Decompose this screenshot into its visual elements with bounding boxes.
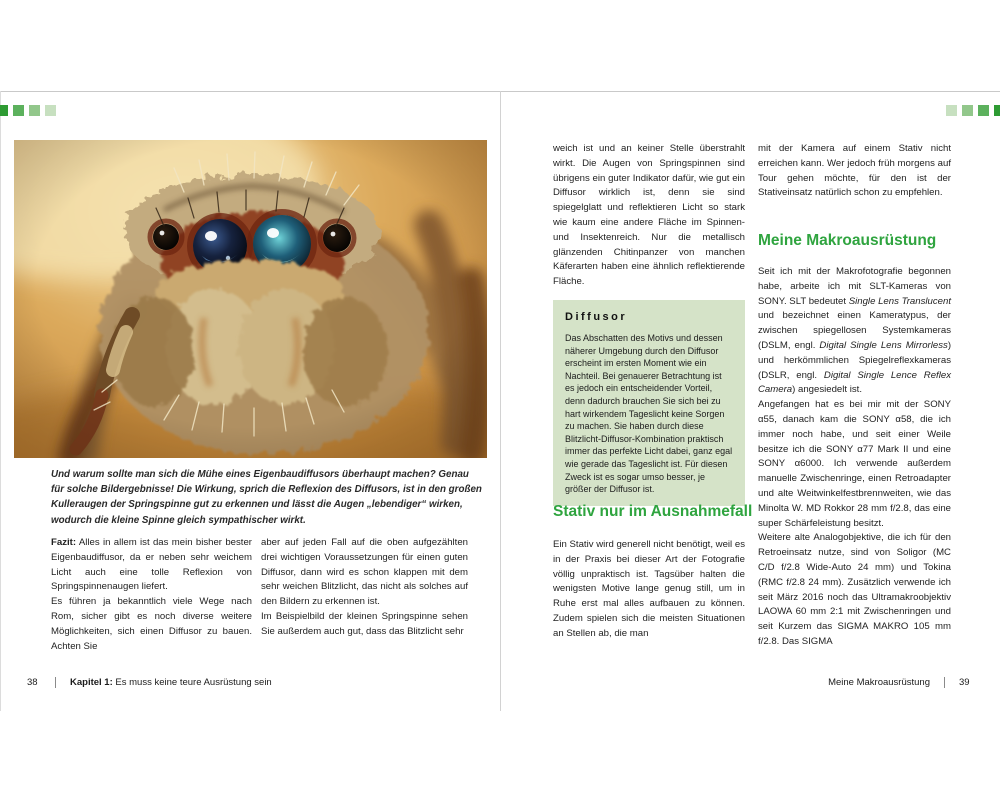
corner-square	[946, 105, 957, 116]
diffusor-info-box	[553, 300, 745, 506]
spread-left-edge	[0, 91, 1, 711]
info-box-body: Das Abschatten des Motivs und dessen näherer Umgebung durch den Diffusor erscheint im ersten Moment wie ein Nachteil. Bei genauerer Betrachtung ist es jedoch ein entscheidender Vorteil, denn dadurch brauchen Sie sich bei zu hart wirkendem Tageslicht keine Sorgen zu machen. Sie haben durch diese Blitzlicht-Diffusor-Kombination praktisch immer das perfekte Licht dabei, ganz egal wie gerade das Tageslicht ist. Für diesen Zweck ist es sogar umso besser, je größer der Diffusor ist.	[565, 333, 733, 495]
body-paragraph: Im Beispielbild der kleinen Springspinne sehen Sie außerdem auch gut, dass das Blitzlicht sehr	[261, 610, 468, 637]
left-page-column-1	[51, 536, 252, 654]
section-heading-stativ: Stativ nur im Ausnahmefall	[553, 503, 753, 520]
page-gutter-divider	[500, 91, 501, 711]
right-page-column-1-paragraph-2	[553, 538, 745, 642]
right-page-column-1-paragraph-1	[553, 142, 745, 290]
footer-left	[27, 677, 272, 688]
corner-square	[13, 105, 24, 116]
section-heading-makro: Meine Makroausrüstung	[758, 232, 937, 249]
chapter-title: Kapitel 1: Es muss keine teure Ausrüstung sein	[70, 677, 272, 688]
corner-square	[978, 105, 989, 116]
footer-right	[828, 677, 973, 688]
body-paragraph: Angefangen hat es bei mir mit der SONY α55, danach kam die SONY α58, die ich immer noch habe, und seit einer Weile besitze ich die SONY α77 Mark II und eine SONY α6000. Ich verwende außerdem manuelle Zwischenringe, einen Retroadapter und alte Weitwinkelfestbrennweiten, wie das Minolta W. MD Rokkor 28 mm f/2.8, das eine super Schärfeleistung besitzt.	[758, 399, 951, 529]
body-paragraph: Fazit: Alles in allem ist das mein bisher bester Eigenbaudiffusor, da er neben sehr weichem Licht auch eine tolle Reflexion von Springspinnenaugen liefert.	[51, 537, 252, 593]
footer-divider-bar	[55, 677, 56, 688]
spider-photo	[14, 140, 487, 458]
body-paragraph: mit der Kamera auf einem Stativ nicht erreichen kann. Wer jedoch früh morgens auf Tour gehen möchte, für den ist der Stativeinsatz natürlich schon zu empfehlen.	[758, 143, 951, 199]
page-number: 39	[959, 677, 970, 688]
corner-square	[29, 105, 40, 116]
corner-squares-left	[0, 105, 56, 116]
right-page-column-2-block	[758, 265, 951, 650]
body-paragraph: Ein Stativ wird generell nicht benötigt, weil es in der Praxis bei dieser Art der Fotografie völlig unpraktisch ist. Tagsüber halten die wenigsten Motive lange genug still, um in Ruhe erst mal alles aufbauen zu können. Zudem spielen sich die meisten Situationen an Stellen ab, die man	[553, 539, 745, 639]
body-paragraph: Es führen ja bekanntlich viele Wege nach Rom, sicher gibt es noch diverse weitere Möglichkeiten, sich einen Diffusor zu bauen. Achten Sie	[51, 596, 252, 652]
body-paragraph: aber auf jeden Fall auf die oben aufgezählten drei wichtigen Voraussetzungen für einen guten Diffusor, dann wird es schon klappen mit dem sehr weichen Blitzlicht, das nicht als solches auf den Bildern zu erkennen ist.	[261, 537, 468, 608]
section-title: Meine Makroausrüstung	[828, 677, 930, 688]
corner-square	[45, 105, 56, 116]
photo-caption: Und warum sollte man sich die Mühe eines Eigenbaudiffusors überhaupt machen? Genau für solche Bildergebnisse! Die Wirkung, sprich die Reflexion des Diffusors, ist in den großen Kulleraugen der Springspinne gut zu erkennen und lässt die Augen „lebendiger“ wirken, wodurch die kleine Spinne gleich sympathischer wirkt.	[51, 469, 482, 526]
right-page-column-2-paragraph-1	[758, 142, 951, 201]
left-page-column-2	[261, 536, 468, 640]
body-paragraph: Weitere alte Analogobjektive, die ich für den Retroeinsatz nutze, sind von Soligor (MC C/D f/2.8 Wide-Auto 24 mm) und Tokina (RMC f/2.8 24 mm). Zusätzlich verwende ich seit März 2016 noch das Ultramakroobjektiv LAOWA 60 mm 2:1 mit Zwischenringen und seit Kurzem das SIGMA MAKRO 105 mm f/2.8. Das SIGMA	[758, 532, 951, 647]
corner-squares-right	[946, 105, 1000, 116]
spider-photo-illustration	[14, 140, 487, 458]
footer-divider-bar	[944, 677, 945, 688]
corner-square	[994, 105, 1000, 116]
corner-square	[0, 105, 8, 116]
corner-square	[962, 105, 973, 116]
body-paragraph: weich ist und an keiner Stelle überstrahlt wirkt. Die Augen von Springspinnen sind übrigens ein guter Indikator dafür, wie gut ein Diffusor wirklich ist, denn sie sind spiegelglatt und reflektieren Licht so stark wie kaum eine andere Fläche im Spinnen- und Insektenreich. Nur die metallisch glänzenden Chitinpanzer von manchen Käferarten haben eine ähnlich reflektierende Fläche.	[553, 143, 745, 288]
page-number: 38	[27, 677, 38, 688]
body-paragraph: Seit ich mit der Makrofotografie begonnen habe, arbeite ich mit SLT-Kameras von SONY. SLT bedeutet Single Lens Translucent und bezeichnet einen Kameratypus, der zwischen spiegellosen Systemkameras (DSLM, engl. Digital Single Lens Mirrorless) und herkömmlichen Spiegelreflexkameras (DSLR, engl. Digital Single Lence Reflex Camera) angesiedelt ist.	[758, 266, 952, 396]
info-box-title: Diffusor	[565, 311, 628, 323]
